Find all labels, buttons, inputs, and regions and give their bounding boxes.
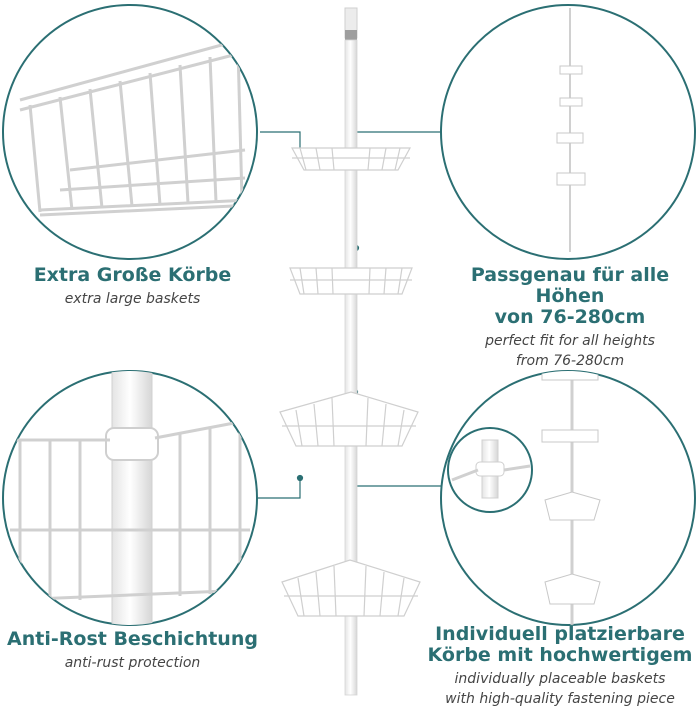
feature-subtitle: anti-rust protection: [64, 655, 201, 671]
feature-subtitle: individually placeable baskets with high-quality fastening piece: [445, 671, 675, 707]
basket-1: [292, 148, 410, 170]
feature-height-fit: [440, 265, 700, 371]
basket-4: [282, 560, 420, 616]
feature-title: Extra Große Körbe: [33, 264, 232, 286]
feature-placeable-baskets: [420, 624, 700, 709]
feature-subtitle: perfect fit for all heights from 76-280cm: [485, 333, 655, 369]
feature-extra-large-baskets: [10, 265, 255, 309]
feature-title: Passgenau für alle Höhen von 76-280cm: [470, 264, 670, 328]
detail-circle-coating: [3, 370, 257, 640]
shower-caddy-main: [280, 8, 420, 695]
feature-title: Individuell platzierbare Körbe mit hochwertigem: [427, 623, 693, 666]
detail-circle-placement: [441, 360, 695, 630]
basket-2: [290, 268, 412, 294]
feature-anti-rust: [0, 629, 265, 673]
feature-title: Anti-Rost Beschichtung: [7, 628, 258, 650]
detail-circle-baskets: [3, 5, 257, 259]
detail-circle-height: [441, 5, 695, 259]
feature-subtitle: extra large baskets: [64, 291, 201, 307]
basket-3: [280, 392, 418, 446]
